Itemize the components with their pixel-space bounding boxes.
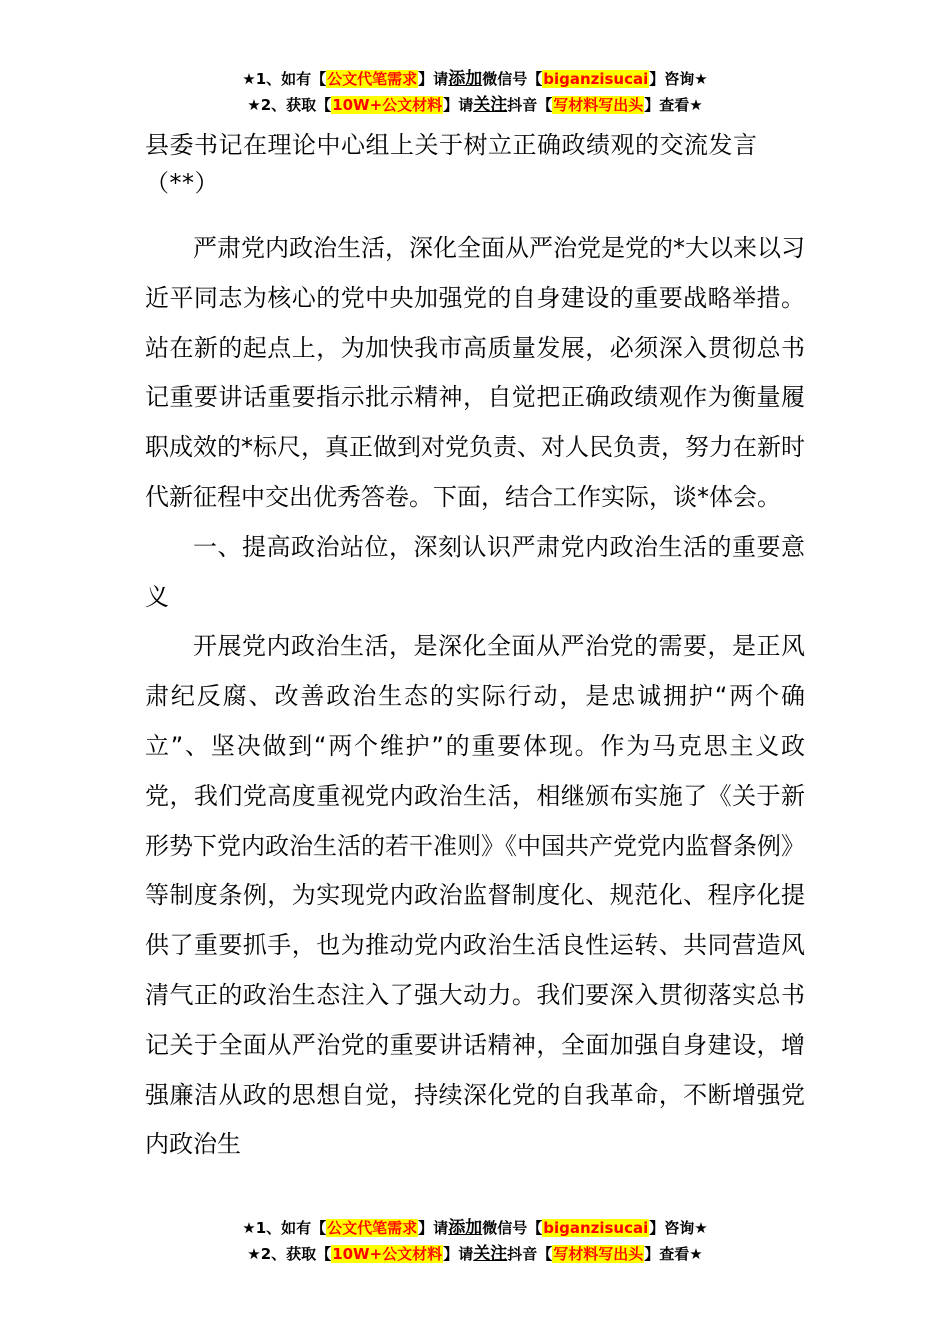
banner-text: 】查看★ — [644, 1245, 703, 1263]
banner-text: ★2、获取【 — [247, 96, 332, 114]
banner-text: 抖音【 — [507, 1245, 553, 1263]
banner-emphasis: 关注 — [473, 1244, 508, 1264]
banner-text: 】咨询★ — [649, 70, 708, 88]
section-heading: 一、提高政治站位，深刻认识严肃党内政治生活的重要意义 — [145, 532, 805, 611]
banner-highlight-douyin: 写材料写出头 — [553, 96, 644, 114]
banner-text: 】请 — [418, 70, 449, 88]
banner-text: 】查看★ — [644, 96, 703, 114]
banner-highlight: 10W+公文材料 — [332, 96, 443, 114]
banner-text: 】咨询★ — [649, 1219, 708, 1237]
banner-emphasis: 添加 — [448, 1218, 483, 1238]
banner-highlight: 公文代笔需求 — [327, 70, 418, 88]
banner-line-1 — [0, 1215, 950, 1241]
banner-highlight: 公文代笔需求 — [327, 1219, 418, 1237]
banner-text: 】请 — [443, 96, 474, 114]
banner-text: 微信号【 — [482, 70, 543, 88]
banner-text: 微信号【 — [482, 1219, 543, 1237]
paragraph-body: 开展党内政治生活，是深化全面从严治党的需要，是正风肃纪反腐、改善政治生态的实际行动，是忠诚拥护“两个确立”、坚决做到“两个维护”的重要体现。作为马克思主义政党，我们党高度重视党内政治生活，相继颁布实施了《关于新形势下党内政治生活的若干准则》《中国共产党党内监督条例》等制度条例，为实现党内政治监督制度化、规范化、程序化提供了重要抓手，也为推动党内政治生活良性运转、共同营造风清气正的政治生态注入了强大动力。我们要深入贯彻落实总书记关于全面从严治党的重要讲话精神，全面加强自身建设，增强廉洁从政的思想自觉，持续深化党的自我革命，不断增强党内政治生 — [145, 632, 805, 1159]
banner-line-1 — [0, 66, 950, 92]
banner-text: ★1、如有【 — [242, 1219, 327, 1237]
banner-highlight-wechat: biganzisucai — [543, 1219, 649, 1237]
banner-line-2 — [0, 92, 950, 118]
banner-text: 】请 — [418, 1219, 449, 1237]
banner-emphasis: 添加 — [448, 69, 483, 89]
banner-line-2 — [0, 1241, 950, 1267]
document-body — [145, 126, 805, 1170]
document-title: 县委书记在理论中心组上关于树立正确政绩观的交流发言（**） — [145, 131, 758, 197]
footer-banner — [0, 1215, 950, 1267]
banner-emphasis: 关注 — [473, 95, 508, 115]
banner-text: 抖音【 — [507, 96, 553, 114]
banner-highlight: 10W+公文材料 — [332, 1245, 443, 1263]
banner-highlight-douyin: 写材料写出头 — [553, 1245, 644, 1263]
paragraph-intro: 严肃党内政治生活，深化全面从严治党是党的*大以来以习近平同志为核心的党中央加强党的自身建设的重要战略举措。站在新的起点上，为加快我市高质量发展，必须深入贯彻总书记重要讲话重要指示批示精神，自觉把正确政绩观作为衡量履职成效的*标尺，真正做到对党负责、对人民负责，努力在新时代新征程中交出优秀答卷。下面，结合工作实际，谈*体会。 — [145, 234, 805, 511]
header-banner — [0, 66, 950, 118]
banner-text: ★2、获取【 — [247, 1245, 332, 1263]
banner-text: 】请 — [443, 1245, 474, 1263]
banner-highlight-wechat: biganzisucai — [543, 70, 649, 88]
banner-text: ★1、如有【 — [242, 70, 327, 88]
